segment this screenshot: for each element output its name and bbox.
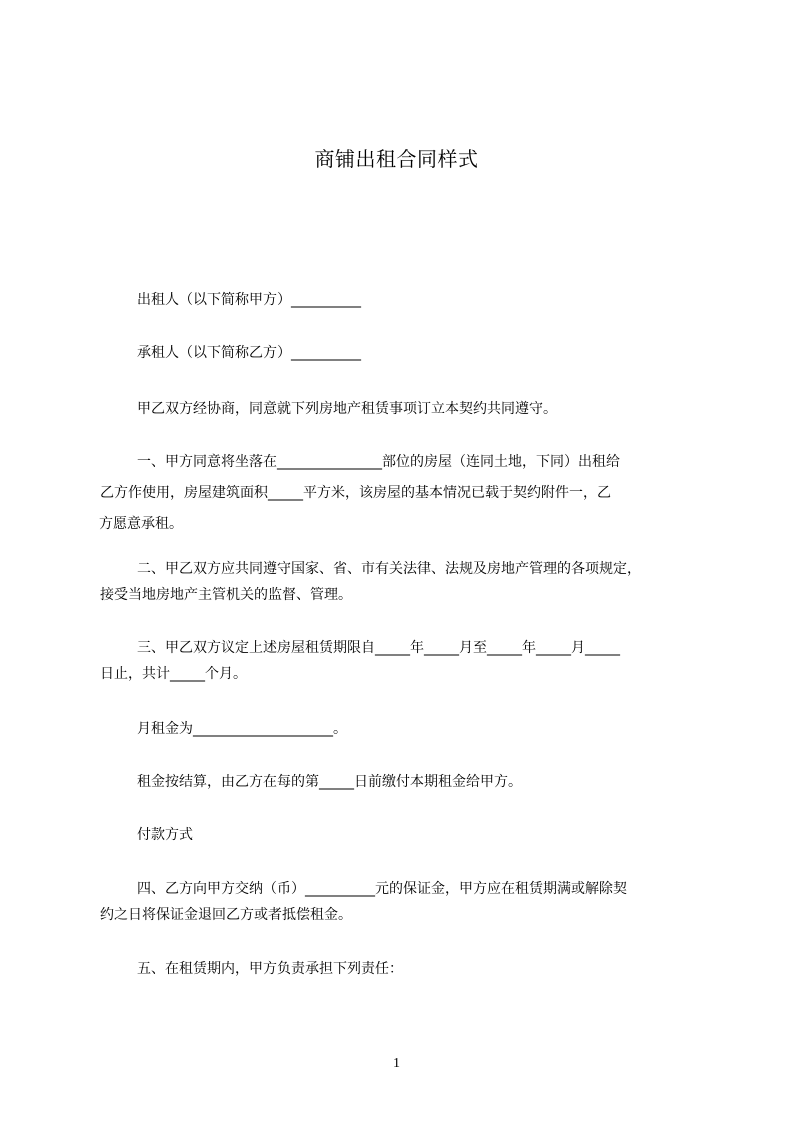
clause-3-line-1: 三、甲乙双方议定上述房屋租赁期限自_____年_____月至_____年_____月_____ (137, 640, 620, 656)
clause-4-line-1: 四、乙方向甲方交纳（币）__________元的保证金，甲方应在租赁期满或解除契 (137, 881, 627, 897)
page-number: 1 (393, 1056, 400, 1071)
clause-4-line-2: 约之日将保证金退回乙方或者抵偿租金。 (100, 907, 352, 923)
clause-3-line-2: 日止，共计_____个月。 (100, 666, 247, 682)
payment-method-line: 付款方式 (137, 827, 193, 843)
clause-1 (137, 447, 620, 478)
rent-payment-line: 租金按结算，由乙方在每的第_____日前缴付本期租金给甲方。 (137, 774, 522, 790)
clause-5: 五、在租赁期内，甲方负责承担下列责任： (137, 961, 403, 977)
lessee-line: 承租人（以下简称乙方）__________ (137, 345, 361, 361)
clause-3-continued (100, 659, 247, 690)
clause-1-line-1: 一、甲方同意将坐落在_______________部位的房屋（连同土地，下同）出租给 (137, 454, 620, 470)
clause-1-continued (100, 478, 611, 540)
lessor-line: 出租人（以下简称甲方）__________ (137, 292, 361, 308)
monthly-rent-line: 月租金为____________________。 (137, 721, 347, 737)
clause-2-line-2: 接受当地房地产主管机关的监督、管理。 (100, 587, 352, 603)
clause-4-continued (100, 900, 352, 931)
clause-2-line-1: 二、甲乙双方应共同遵守国家、省、市有关法律、法规及房地产管理的各项规定， (137, 561, 641, 577)
intro-paragraph: 甲乙双方经协商，同意就下列房地产租赁事项订立本契约共同遵守。 (137, 401, 557, 417)
document-title: 商铺出租合同样式 (314, 147, 479, 171)
clause-2-continued (100, 580, 352, 611)
clause-1-line-2: 乙方作使用，房屋建筑面积_____平方米，该房屋的基本情况已载于契约附件一，乙 (100, 485, 611, 501)
clause-1-line-3: 方愿意承租。 (99, 516, 183, 532)
